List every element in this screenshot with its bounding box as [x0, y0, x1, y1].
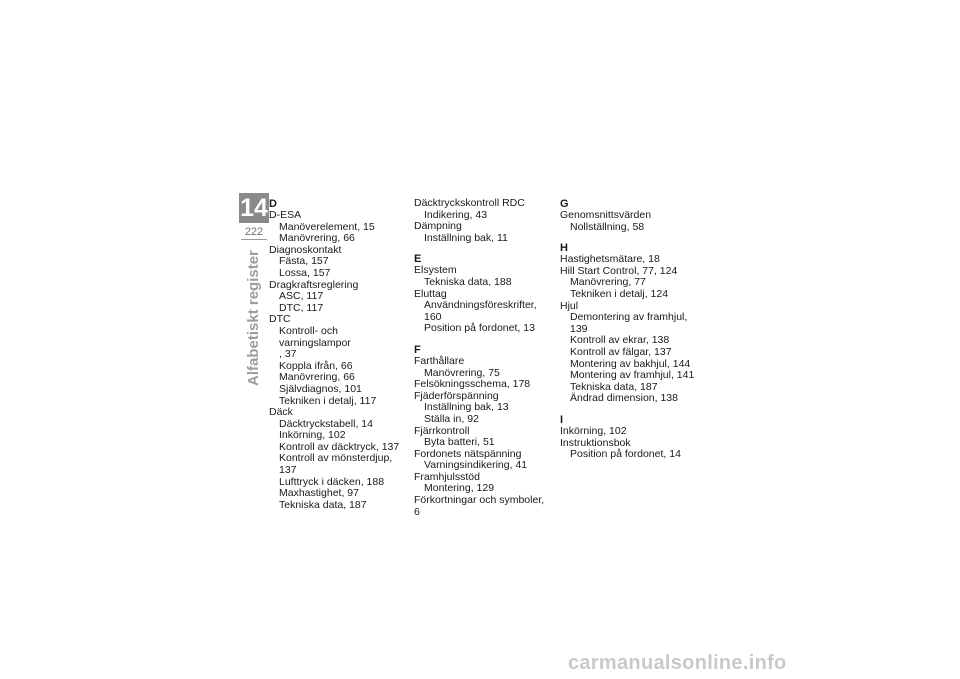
- index-subentry: Montering, 129: [424, 482, 495, 495]
- index-subentry: Tekniska data, 187: [570, 380, 658, 393]
- watermark-text: carmanualsonline.info: [568, 652, 787, 674]
- chapter-side-title: Alfabetiskt register: [245, 250, 262, 386]
- index-subentry: Varningsindikering, 41: [424, 459, 528, 472]
- index-subentry: Manövrering, 77: [570, 276, 646, 289]
- index-subentry: Lufttryck i däcken, 188: [279, 475, 385, 488]
- index-letter-heading: D: [269, 198, 277, 210]
- page-number-divider: [241, 239, 267, 240]
- index-subentry: Inställning bak, 11: [424, 231, 508, 244]
- index-entry: Instruktionsbok: [560, 436, 631, 449]
- index-subentry: Inkörning, 102: [279, 429, 346, 442]
- index-subentry: Fästa, 157: [279, 255, 329, 268]
- index-letter-heading: G: [560, 198, 569, 210]
- index-entry: Eluttag: [414, 287, 447, 300]
- index-subentry: Manövrering, 66: [279, 232, 355, 245]
- index-entry: D-ESA: [269, 209, 302, 221]
- index-subentry: Ändrad dimension, 138: [570, 392, 678, 405]
- index-subentry: Indikering, 43: [424, 208, 488, 221]
- page-number: 222: [244, 226, 264, 238]
- index-entry: Dragkraftsreglering: [269, 278, 359, 291]
- index-subentry: Kontroll av däcktryck, 137: [279, 440, 400, 453]
- index-entry: Däcktryckskontroll RDC: [414, 197, 525, 209]
- index-column-2: [414, 198, 546, 518]
- index-column-1: [269, 198, 401, 511]
- index-entry: Felsökningsschema, 178: [414, 378, 531, 391]
- index-subentry: Däcktryckstabell, 14: [279, 417, 373, 430]
- index-subentry: Kontroll av fälgar, 137: [570, 345, 672, 358]
- index-subentry: Inställning bak, 13: [424, 401, 509, 414]
- index-column-3: [560, 198, 695, 461]
- index-entry: Hill Start Control, 77, 124: [560, 264, 678, 277]
- index-subentry: Lossa, 157: [279, 266, 331, 279]
- index-entry: Fjärrkontroll: [414, 424, 470, 437]
- index-subentry: Koppla ifrån, 66: [279, 359, 353, 372]
- index-entry: Farthållare: [414, 354, 465, 367]
- index-subentry: Kontroll- och varningslampor: [279, 324, 351, 349]
- index-entry: Fjäderförspänning: [414, 389, 499, 402]
- index-subentry: Position på fordonet, 14: [570, 448, 681, 461]
- index-entry: Inkörning, 102: [560, 424, 627, 437]
- index-entry: Diagnoskontakt: [269, 243, 342, 256]
- index-entry: Genomsnittsvärden: [560, 209, 652, 221]
- index-subentry: Nollställning, 58: [570, 220, 645, 233]
- index-subentry: Tekniska data, 187: [279, 498, 367, 511]
- index-letter-heading: F: [414, 343, 421, 356]
- index-subentry: Självdiagnos, 101: [279, 382, 362, 395]
- index-subentry: Manövrering, 75: [424, 366, 500, 379]
- index-subentry: Kontroll av ekrar, 138: [570, 334, 670, 347]
- index-entry: Dämpning: [414, 220, 462, 233]
- side-title-container: [244, 244, 264, 386]
- index-letter-heading: I: [560, 413, 564, 426]
- index-entry: Hastighetsmätare, 18: [560, 253, 660, 266]
- index-entry: Däck: [269, 406, 293, 419]
- index-subentry: Demontering av framhjul, 139: [570, 311, 688, 335]
- index-entry: DTC: [269, 313, 291, 326]
- index-subentry: DTC, 117: [279, 301, 324, 314]
- index-subentry: Manövrering, 66: [279, 371, 355, 384]
- index-entry: Fordonets nätspänning: [414, 447, 522, 460]
- index-subentry: Maxhastighet, 97: [279, 487, 359, 500]
- index-subentry: , 37: [279, 348, 297, 361]
- index-subentry: Tekniska data, 188: [424, 275, 512, 288]
- index-subentry: Tekniken i detalj, 124: [570, 287, 669, 300]
- index-subentry: Tekniken i detalj, 117: [279, 394, 377, 407]
- index-letter-heading: E: [414, 253, 422, 266]
- index-subentry: Användningsföreskrifter, 160: [424, 299, 537, 323]
- index-subentry: Position på fordonet, 13: [424, 322, 535, 335]
- index-subentry: Ställa in, 92: [424, 412, 479, 425]
- index-entry: Elsystem: [414, 264, 457, 277]
- index-entry: Framhjulsstöd: [414, 470, 480, 483]
- index-entry: Förkortningar och symboler, 6: [414, 494, 545, 518]
- index-entry: Hjul: [560, 299, 579, 312]
- index-subentry: Manöverelement, 15: [279, 220, 375, 233]
- chapter-number-badge: 14: [240, 194, 268, 222]
- index-letter-heading: H: [560, 242, 568, 255]
- index-subentry: Byta batteri, 51: [424, 436, 495, 449]
- index-subentry: Montering av bakhjul, 144: [570, 357, 691, 370]
- index-subentry: Kontroll av mönsterdjup, 137: [279, 452, 393, 477]
- index-subentry: Montering av framhjul, 141: [570, 369, 695, 382]
- index-subentry: ASC, 117: [279, 290, 324, 303]
